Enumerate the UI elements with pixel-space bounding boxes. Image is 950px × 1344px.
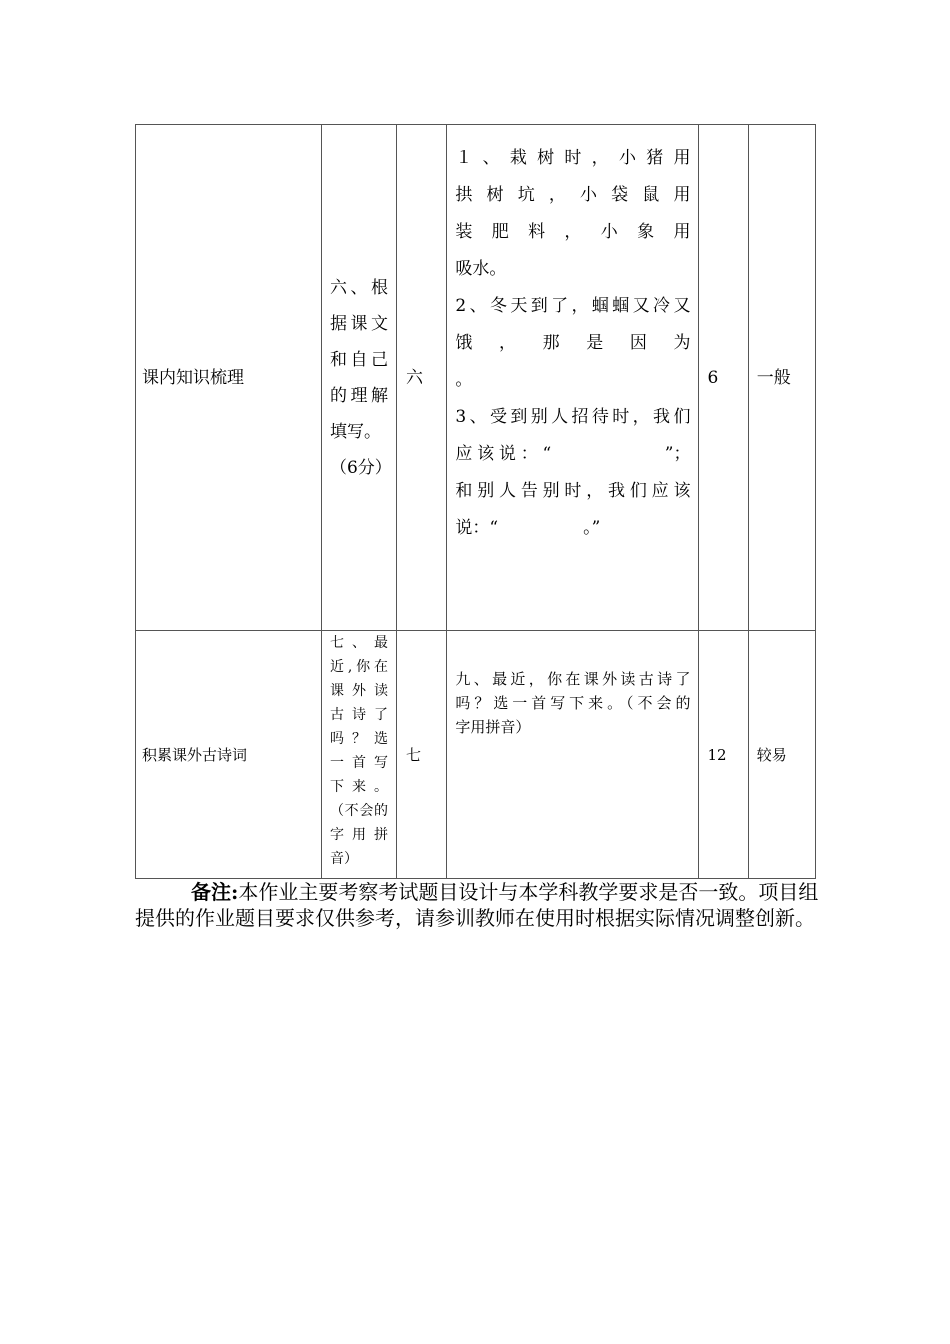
question-line: 近,你在 xyxy=(329,659,388,675)
content-line: 2、冬天到了，蝈蝈又冷又 xyxy=(455,296,691,316)
question-line: 和自己 xyxy=(329,349,388,370)
remark-text: 本作业主要考察考试题目设计与本学科教学要求是否一致。项目组提供的作业题目要求仅供参考，请参训教师在使用时根据实际情况调整创新。 xyxy=(135,880,819,930)
difficulty-text: 一般 xyxy=(756,367,791,388)
difficulty-cell xyxy=(748,125,815,631)
number-text: 六 xyxy=(406,367,423,388)
score-cell xyxy=(699,631,748,879)
content-line: 和别人告别时，我们应该 xyxy=(455,481,691,501)
number-cell xyxy=(397,125,447,631)
content-line: 九、最近，你在课外读古诗了 xyxy=(455,670,691,688)
content-line: 饿，那是因为 xyxy=(455,333,691,353)
category-text: 积累课外古诗词 xyxy=(142,745,248,764)
difficulty-text: 较易 xyxy=(756,745,787,764)
question-line: 吗？选 xyxy=(329,731,388,747)
question-line: 七、最 xyxy=(329,635,388,651)
question-line: 据课文 xyxy=(329,313,388,334)
content-line: １、栽树时，小猪用 xyxy=(455,148,691,168)
number-cell xyxy=(397,631,447,879)
content-line: 。 xyxy=(455,370,473,390)
content-line: 拱树坑，小袋鼠用 xyxy=(455,185,691,205)
table-row xyxy=(136,631,816,879)
category-cell xyxy=(136,631,322,879)
question-line: 一首写 xyxy=(329,755,388,771)
question-line: （不会的 xyxy=(329,803,388,819)
score-cell xyxy=(699,125,748,631)
content-cell xyxy=(447,125,699,631)
remark-label: 备注: xyxy=(191,880,239,904)
number-text: 七 xyxy=(406,745,422,764)
remark-paragraph xyxy=(135,879,825,931)
content-line: 装肥料，小象用 xyxy=(455,222,691,242)
question-line: 字用拼 xyxy=(329,827,388,843)
category-cell xyxy=(136,125,322,631)
question-line: （6分） xyxy=(329,457,392,478)
question-cell xyxy=(321,631,396,879)
content-line: 3、受到别人招待时，我们 xyxy=(455,407,691,427)
question-line: 六、根 xyxy=(329,277,388,298)
question-line: 填写。 xyxy=(329,421,381,442)
score-text: 6 xyxy=(707,367,719,388)
content-line: 字用拼音） xyxy=(455,718,531,736)
content-line: 吸水。 xyxy=(455,259,507,279)
question-cell xyxy=(321,125,396,631)
question-line: 古诗了 xyxy=(329,707,388,723)
assignment-table xyxy=(135,124,816,879)
content-line: 吗？选一首写下来。（不会的 xyxy=(455,694,691,712)
category-text: 课内知识梳理 xyxy=(142,367,244,388)
difficulty-cell xyxy=(748,631,815,879)
table-row xyxy=(136,125,816,631)
question-line: 音） xyxy=(329,851,358,867)
content-cell xyxy=(447,631,699,879)
content-line: 应该说：“ ”； xyxy=(455,444,691,464)
content-line: 说：“ 。” xyxy=(455,518,601,538)
question-line: 下来。 xyxy=(329,779,388,795)
question-line: 课外读 xyxy=(329,683,388,699)
score-text: 12 xyxy=(707,745,727,764)
question-line: 的理解 xyxy=(329,385,388,406)
